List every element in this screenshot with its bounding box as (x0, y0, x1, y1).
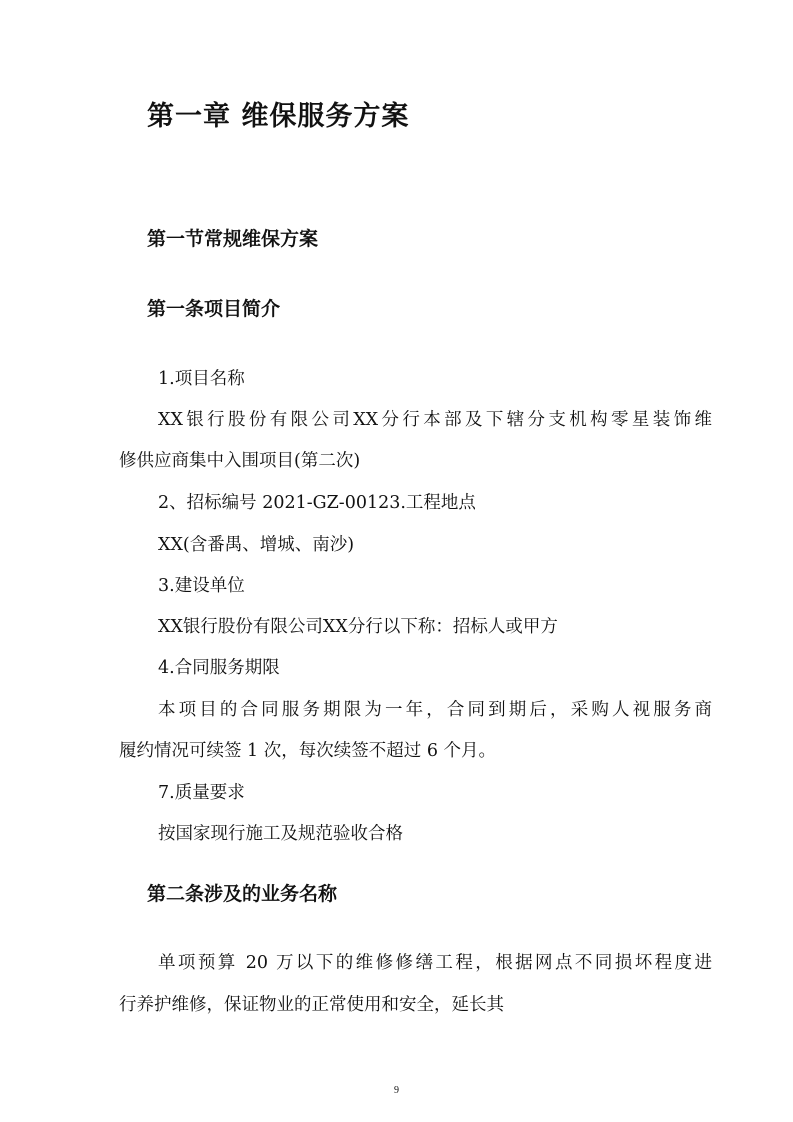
construction-unit-label: 3.建设单位 (158, 576, 245, 596)
page-number: 9 (394, 1085, 399, 1096)
project-name-line-1: XX银行股份有限公司XX分行本部及下辖分支机构零星装饰维 (158, 410, 712, 430)
project-name-line-2: 修供应商集中入围项目(第二次) (119, 451, 361, 471)
construction-unit-value: XX银行股份有限公司XX分行以下称：招标人或甲方 (158, 617, 558, 637)
quality-requirement-value: 按国家现行施工及规范验收合格 (158, 824, 403, 844)
article-heading-2: 第二条涉及的业务名称 (147, 883, 338, 905)
chapter-title: 第一章 维保服务方案 (147, 101, 410, 132)
section-title: 第一节常规维保方案 (147, 228, 319, 250)
quality-requirement-label: 7.质量要求 (158, 783, 245, 803)
project-name-label: 1.项目名称 (158, 369, 245, 389)
contract-term-line-2: 履约情况可续签 1 次，每次续签不超过 6 个月。 (119, 741, 497, 761)
article-heading-1: 第一条项目简介 (147, 298, 281, 320)
business-scope-line-2: 行养护维修，保证物业的正常使用和安全，延长其 (119, 995, 504, 1015)
business-scope-line-1: 单项预算 20 万以下的维修修缮工程，根据网点不同损坏程度进 (158, 953, 712, 973)
contract-term-line-1: 本项目的合同服务期限为一年，合同到期后，采购人视服务商 (158, 700, 712, 720)
project-location: XX(含番禺、增城、南沙) (158, 535, 355, 555)
tender-number-line: 2、招标编号 2021-GZ-00123.工程地点 (158, 493, 476, 513)
contract-term-label: 4.合同服务期限 (158, 658, 280, 678)
